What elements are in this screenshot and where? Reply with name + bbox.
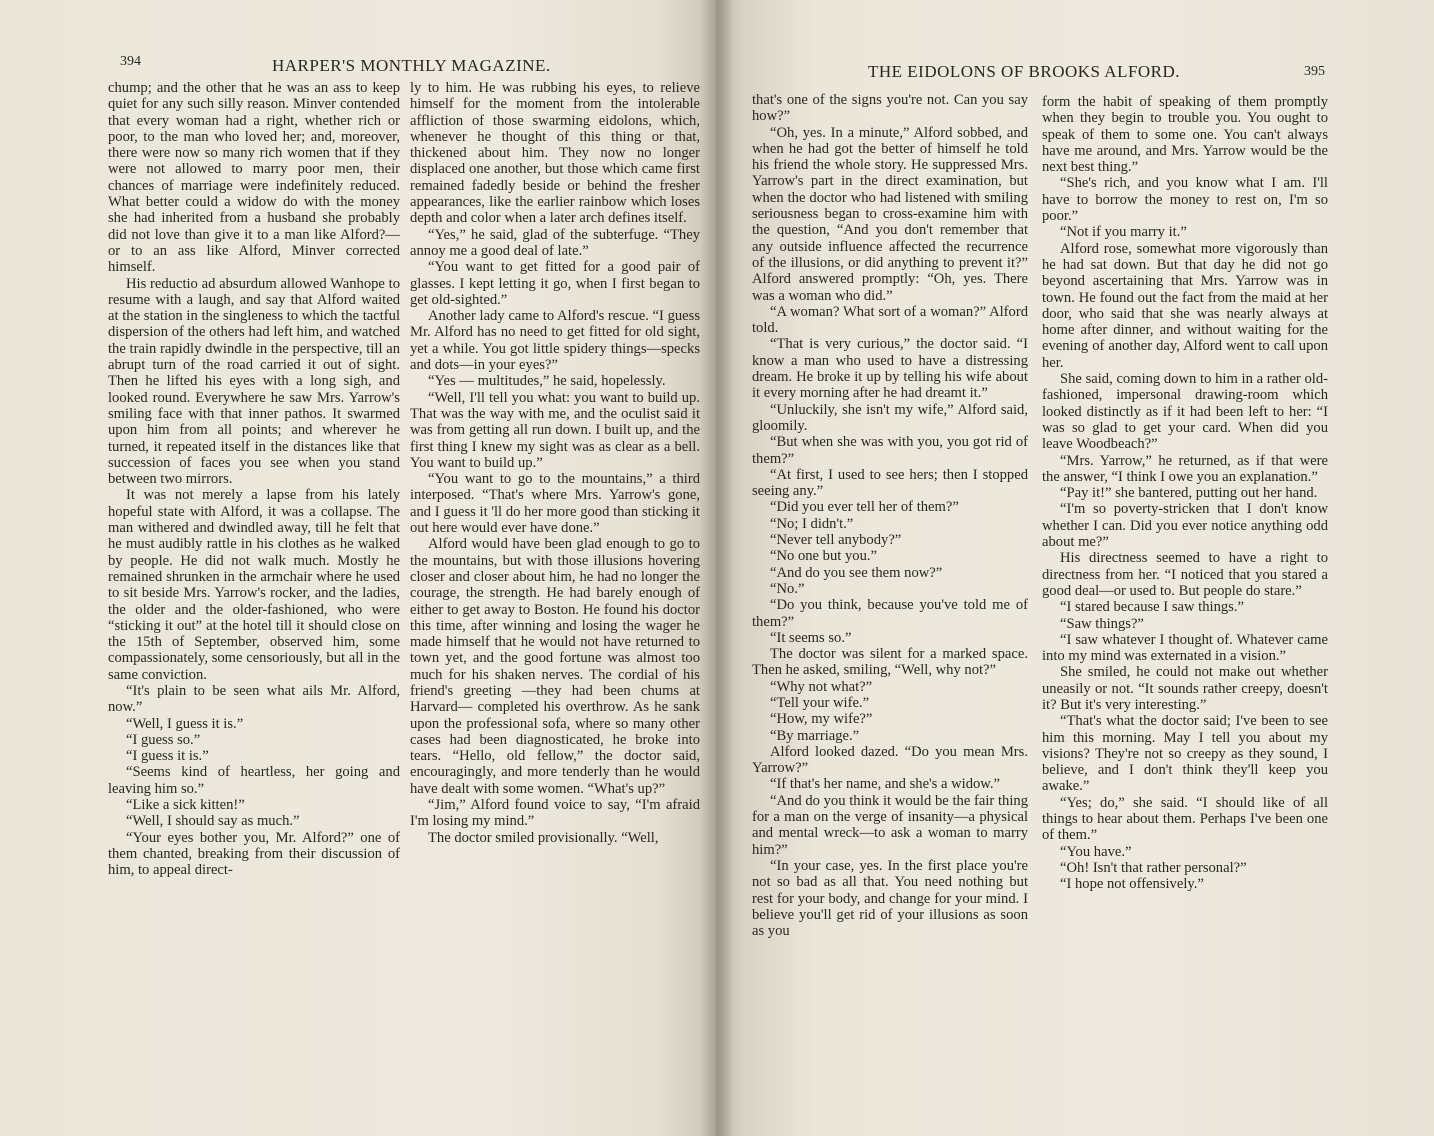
paragraph: “Oh, yes. In a minute,” Alford sobbed, and when he had got the better of himself he told his friend the whole story. He suppressed Mrs. Yarrow's part in the direct examination, but when the doctor who had listened with smiling seriousness began to cross-examine him with the question, “And you don't remember that any outside influence affected the recurrence of the illusions, or did anything to prevent it?” Alford answered promptly: “Oh, yes. There was a woman who did.” xyxy=(752,124,1028,304)
paragraph: Another lady came to Alford's rescue. “I guess Mr. Alford has no need to get fitted for old sight, yet a while. You got little spidery things—specks and dots—in your eyes?” xyxy=(410,308,700,374)
paragraph: Alford would have been glad enough to go to the mountains, but with those illusions hovering closer and closer about him, he had no longer the courage, the strength. He had barely enough of either to get away to Boston. He found his doctor this time, after winning and losing the wager he made himself that he would not have returned to town yet, and the good fortune was almost too much for his shaken nerves. The cordial of his friend's greeting —they had been chums at Harvard— completed his overthrow. As he sank upon the professional sofa, where so many other cases had been diagnosticated, he broke into tears. “Hello, old fellow,” the doctor said, encouragingly, and more tenderly than he would have dealt with some women. “What's up?” xyxy=(410,536,700,797)
paragraph: “Seems kind of heartless, her going and leaving him so.” xyxy=(108,764,400,797)
right-page xyxy=(716,0,1434,1136)
paragraph: “That's what the doctor said; I've been to see him this morning. May I tell you about my visions? They're not so creepy as they sound, I believe, and I don't think they'll keep you awake.” xyxy=(1042,713,1328,795)
paragraph: “If that's her name, and she's a widow.” xyxy=(770,776,1001,793)
paragraph: “I hope not offensively.” xyxy=(1060,876,1204,893)
paragraph: “Tell your wife.” xyxy=(770,694,870,711)
left-page xyxy=(0,0,716,1136)
paragraph: “You want to go to the mountains,” a third interposed. “That's where Mrs. Yarrow's gone, and I guess it 'll do her more good than sticking it out here would ever have done.” xyxy=(410,471,700,537)
paragraph: “Well, I should say as much.” xyxy=(126,813,300,830)
paragraph: form the habit of speaking of them promptly when they begin to trouble you. You ought to speak of them to some one. You can't always have me around, and Mrs. Yarrow would be the next best thing.” xyxy=(1042,94,1328,176)
paragraph: “By marriage.” xyxy=(770,727,860,744)
text-column-left-2 xyxy=(410,80,700,846)
paragraph: “You have.” xyxy=(1060,843,1132,860)
paragraph: “Not if you marry it.” xyxy=(1060,224,1187,241)
page-number-right: 395 xyxy=(1304,64,1325,79)
paragraph: Alford looked dazed. “Do you mean Mrs. Yarrow?” xyxy=(752,743,1028,777)
paragraph: “Pay it!” she bantered, putting out her hand. xyxy=(1060,485,1318,502)
paragraph: “Mrs. Yarrow,” he returned, as if that were the answer, “I think I owe you an explanation.” xyxy=(1042,452,1328,485)
paragraph: “Saw things?” xyxy=(1060,615,1144,632)
paragraph: The doctor smiled provisionally. “Well, xyxy=(428,829,659,846)
paragraph: “But when she was with you, you got rid of them?” xyxy=(752,434,1028,467)
text-column-right-2 xyxy=(1042,94,1328,893)
paragraph: “I saw whatever I thought of. Whatever came into my mind was externated in a vision.” xyxy=(1042,631,1328,665)
paragraph: “It seems so.” xyxy=(770,629,852,646)
paragraph: “Why not what?” xyxy=(770,678,873,695)
paragraph: “Unluckily, she isn't my wife,” Alford said, gloomily. xyxy=(752,401,1028,434)
paragraph: “Never tell anybody?” xyxy=(770,532,902,549)
paragraph: “Like a sick kitten!” xyxy=(126,797,245,814)
paragraph: She said, coming down to him in a rather old-fashioned, impersonal drawing-room which looked distinctly as if it had been left to her: “I was so glad to get your card. When did you leave Woodbeach?” xyxy=(1042,371,1328,453)
paragraph: ly to him. He was rubbing his eyes, to relieve himself for the moment from the intolerable affliction of those swarming eidolons, which, whenever he thought of this thing or that, thickened about him. They now no longer displaced one another, but those which came first remained fadedly beside or behind the fresher appearances, like the earlier rainbow which loses depth and color when a later arch defines itself. xyxy=(410,80,700,227)
paragraph: “How, my wife?” xyxy=(770,711,873,728)
paragraph: Alford rose, somewhat more vigorously than he had sat down. But that day he did not go beyond ascertaining that Mrs. Yarrow was in town. He found out the fact from the maid at her door, who said that she was nearly always at home after dinner, and without waiting for the evening of another day, Alford went to call upon her. xyxy=(1042,240,1328,371)
paragraph: The doctor was silent for a marked space. Then he asked, smiling, “Well, why not?” xyxy=(752,646,1028,679)
text-column-right-1 xyxy=(752,92,1028,939)
paragraph: “I guess so.” xyxy=(126,731,201,748)
paragraph: “I stared because I saw things.” xyxy=(1060,599,1244,616)
paragraph: “I'm so poverty-stricken that I don't know whether I can. Did you ever notice anything odd about me?” xyxy=(1042,501,1328,551)
paragraph: “You want to get fitted for a good pair of glasses. I kept letting it go, when I first began to get old-sighted.” xyxy=(410,259,700,308)
paragraph: “Do you think, because you've told me of them?” xyxy=(752,597,1028,630)
paragraph: “Oh! Isn't that rather personal?” xyxy=(1060,859,1247,876)
paragraph: “Did you ever tell her of them?” xyxy=(770,499,959,516)
paragraph: “Jim,” Alford found voice to say, “I'm afraid I'm losing my mind.” xyxy=(410,797,700,830)
paragraph: “At first, I used to see hers; then I stopped seeing any.” xyxy=(752,466,1028,500)
paragraph: His reductio ad absurdum allowed Wanhope to resume with a laugh, and say that Alford waited at the station in the singleness to which the tactful dispersion of the others had left him, and watched the train rapidly dwindle in the perspective, till an abrupt turn of the road carried it out of sight. Then he lifted his eyes with a long sigh, and looked round. Everywhere he saw Mrs. Yarrow's smiling face with that inner pathos. It swarmed upon him from all points; and wherever he turned, it repeated itself in the distances like that succession of faces you see when you stand between two mirrors. xyxy=(108,275,400,488)
paragraph: “Yes,” he said, glad of the subterfuge. “They annoy me a good deal of late.” xyxy=(410,226,700,259)
paragraph: “In your case, yes. In the first place you're not so bad as all that. You need nothing but rest for your body, and change for your mind. I believe you'll get rid of your illusions as soon as you xyxy=(752,857,1028,940)
paragraph: “A woman? What sort of a woman?” Alford told. xyxy=(752,303,1028,337)
paragraph: She smiled, he could not make out whether uneasily or not. “It sounds rather creepy, doesn't it? But it's very interesting.” xyxy=(1042,664,1328,713)
paragraph: chump; and the other that he was an ass to keep quiet for any such silly reason. Minver contended that every woman had a right, whether rich or poor, to the man who loved her; and, moreover, there were now so many rich women that if they were not allowed to marry poor men, their chances of marriage were indefinitely reduced. What better could a widow do with the money she had inherited from a husband she probably did not love than give it to a man like Alford?—or to an ass like Alford, Minver corrected himself. xyxy=(108,80,400,276)
text-column-left-1 xyxy=(108,80,400,879)
paragraph: His directness seemed to have a right to directness from her. “I noticed that you stared a good deal—or used to. But people do stare.” xyxy=(1042,550,1328,599)
paragraph: “I guess it is.” xyxy=(126,748,209,765)
paragraph: “No.” xyxy=(770,580,805,597)
paragraph: “She's rich, and you know what I am. I'll have to borrow the money to rest on, I'm so poor.” xyxy=(1042,175,1328,225)
paragraph: “No; I didn't.” xyxy=(770,515,854,532)
paragraph: “And do you see them now?” xyxy=(770,564,943,581)
paragraph: “Your eyes bother you, Mr. Alford?” one of them chanted, breaking from their discussion of him, to appeal direct- xyxy=(108,829,400,879)
paragraph: “No one but you.” xyxy=(770,548,877,565)
running-head-left: HARPER'S MONTHLY MAGAZINE. xyxy=(272,56,551,75)
paragraph: “And do you think it would be the fair thing for a man on the verge of insanity—a physical and mental wreck—to ask a woman to marry him?” xyxy=(752,792,1028,858)
page-number-left: 394 xyxy=(120,54,141,69)
paragraph: that's one of the signs you're not. Can you say how?” xyxy=(752,92,1028,125)
paragraph: “Yes — multitudes,” he said, hopelessly. xyxy=(428,373,666,390)
paragraph: It was not merely a lapse from his lately hopeful state with Alford, it was a collapse. The man withered and dwindled away, till he felt that he must audibly rattle in his clothes as he walked by people. He did not walk much. Mostly he remained shrunken in the armchair where he used to sit beside Mrs. Yarrow's rocker, and the ladies, the older and the older-fashioned, who were “sticking it out” at the hotel till it should close on the 15th of September, observed him, some compassionately, some censoriously, but all in the same conviction. xyxy=(108,487,400,683)
paragraph: “It's plain to be seen what ails Mr. Alford, now.” xyxy=(108,682,400,716)
paragraph: “Well, I guess it is.” xyxy=(126,715,244,732)
running-head-right: THE EIDOLONS OF BROOKS ALFORD. xyxy=(868,62,1181,81)
paragraph: “Well, I'll tell you what: you want to build up. That was the way with me, and the oculist said it was from getting all run down. I built up, and the first thing I knew my sight was as clear as a bell. You want to build up.” xyxy=(410,389,700,471)
paragraph: “Yes; do,” she said. “I should like of all things to hear about them. Perhaps I've been one of them.” xyxy=(1042,794,1328,844)
paragraph: “That is very curious,” the doctor said. “I know a man who used to have a distressing dream. He broke it up by telling his wife about it every morning after he had dreamt it.” xyxy=(752,336,1028,402)
book-gutter-shadow xyxy=(700,0,734,1136)
